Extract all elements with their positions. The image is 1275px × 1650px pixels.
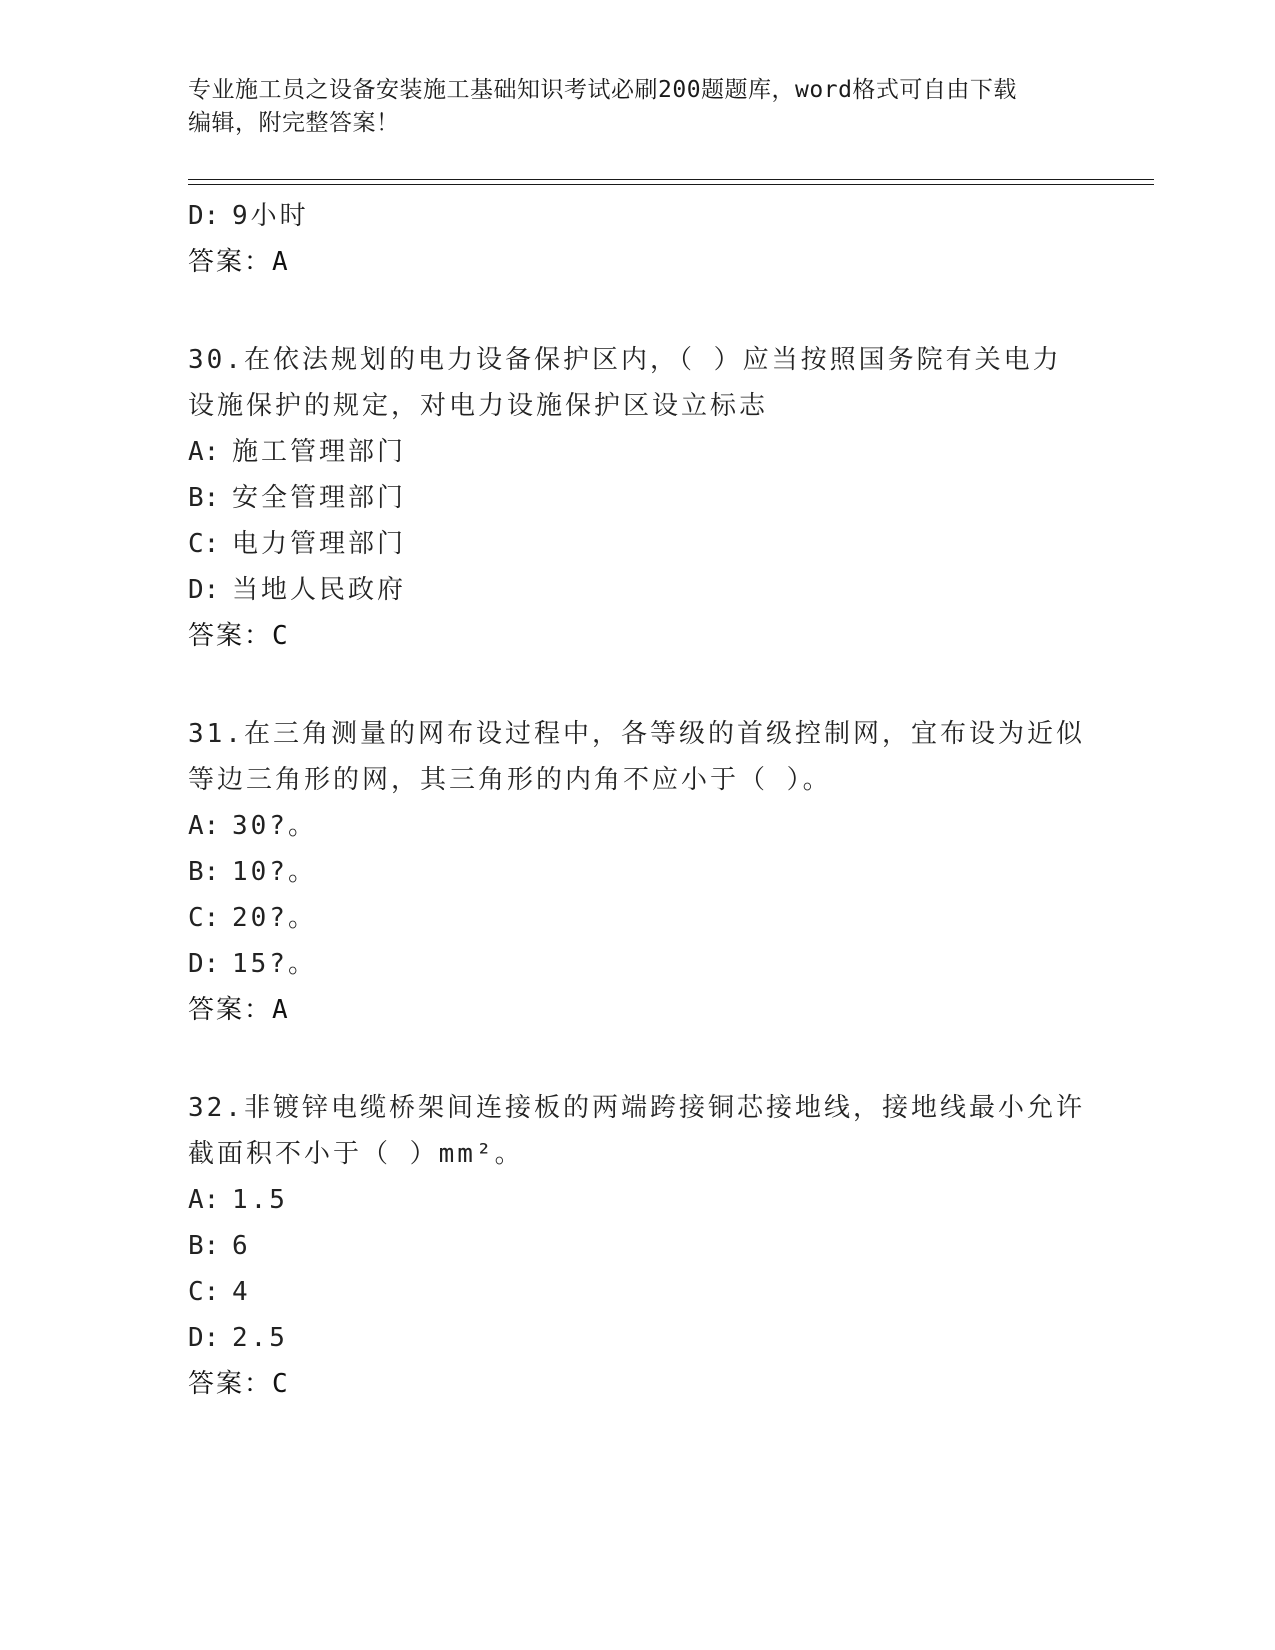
question-stem	[188, 1085, 1088, 1177]
question-stem	[188, 711, 1088, 803]
option-d	[188, 941, 1088, 987]
option-text: 20?。	[232, 903, 317, 933]
answer-label: 答案：	[188, 995, 273, 1025]
header-title-line-1: 专业施工员之设备安装施工基础知识考试必刷200题题库，word格式可自由下载	[188, 77, 1017, 103]
question-stem	[188, 337, 1088, 429]
question-stem-line: 设施保护的规定，对电力设施保护区设立标志	[188, 391, 769, 421]
option-key: B:	[188, 483, 220, 513]
option-key: B:	[188, 1231, 220, 1261]
option-text: 1.5	[232, 1185, 288, 1215]
option-d	[188, 567, 1088, 613]
option-d	[188, 193, 1088, 239]
answer-label: 答案：	[188, 247, 273, 277]
header-divider-bottom	[188, 184, 1154, 185]
option-text: 安全管理部门	[232, 483, 407, 513]
option-b	[188, 1223, 1088, 1269]
option-c	[188, 1269, 1088, 1315]
option-text: 15?。	[232, 949, 317, 979]
answer-value: C	[272, 1369, 290, 1399]
question-stem-line: 31.在三角测量的网布设过程中，各等级的首级控制网，宜布设为近似	[188, 719, 1085, 749]
header-divider-top	[188, 179, 1154, 180]
option-key: D:	[188, 1323, 220, 1353]
option-c	[188, 521, 1088, 567]
document-body	[188, 193, 1088, 1407]
answer-value: A	[272, 995, 290, 1025]
option-text: 施工管理部门	[232, 437, 407, 467]
answer-label: 答案：	[188, 621, 273, 651]
answer-line	[188, 613, 1088, 659]
option-b	[188, 475, 1088, 521]
document-header	[188, 74, 1088, 140]
option-d	[188, 1315, 1088, 1361]
answer-value: A	[272, 247, 290, 277]
option-key: C:	[188, 1277, 220, 1307]
option-key: A:	[188, 811, 220, 841]
option-text: 6	[232, 1231, 251, 1261]
option-key: D:	[188, 949, 220, 979]
question-stem-line: 等边三角形的网，其三角形的内角不应小于（ ）。	[188, 765, 832, 795]
answer-value: C	[272, 621, 290, 651]
header-title-line-2: 编辑，附完整答案！	[188, 110, 400, 136]
option-key: C:	[188, 903, 220, 933]
option-key: D:	[188, 575, 220, 605]
option-text: 4	[232, 1277, 251, 1307]
option-a	[188, 803, 1088, 849]
option-text: 10?。	[232, 857, 317, 887]
option-text: 9小时	[232, 201, 309, 231]
answer-label: 答案：	[188, 1369, 273, 1399]
question-stem-line: 截面积不小于（ ）mm²。	[188, 1139, 524, 1169]
option-key: B:	[188, 857, 220, 887]
option-text: 30?。	[232, 811, 317, 841]
option-c	[188, 895, 1088, 941]
option-text: 当地人民政府	[232, 575, 407, 605]
option-key: A:	[188, 1185, 220, 1215]
option-text: 电力管理部门	[232, 529, 407, 559]
option-key: A:	[188, 437, 220, 467]
option-a	[188, 1177, 1088, 1223]
option-text: 2.5	[232, 1323, 288, 1353]
question-stem-line: 32.非镀锌电缆桥架间连接板的两端跨接铜芯接地线，接地线最小允许	[188, 1093, 1085, 1123]
option-b	[188, 849, 1088, 895]
question-stem-line: 30.在依法规划的电力设备保护区内，（ ）应当按照国务院有关电力	[188, 345, 1062, 375]
option-key: D:	[188, 201, 220, 231]
answer-line	[188, 1361, 1088, 1407]
option-key: C:	[188, 529, 220, 559]
option-a	[188, 429, 1088, 475]
answer-line	[188, 987, 1088, 1033]
answer-line	[188, 239, 1088, 285]
